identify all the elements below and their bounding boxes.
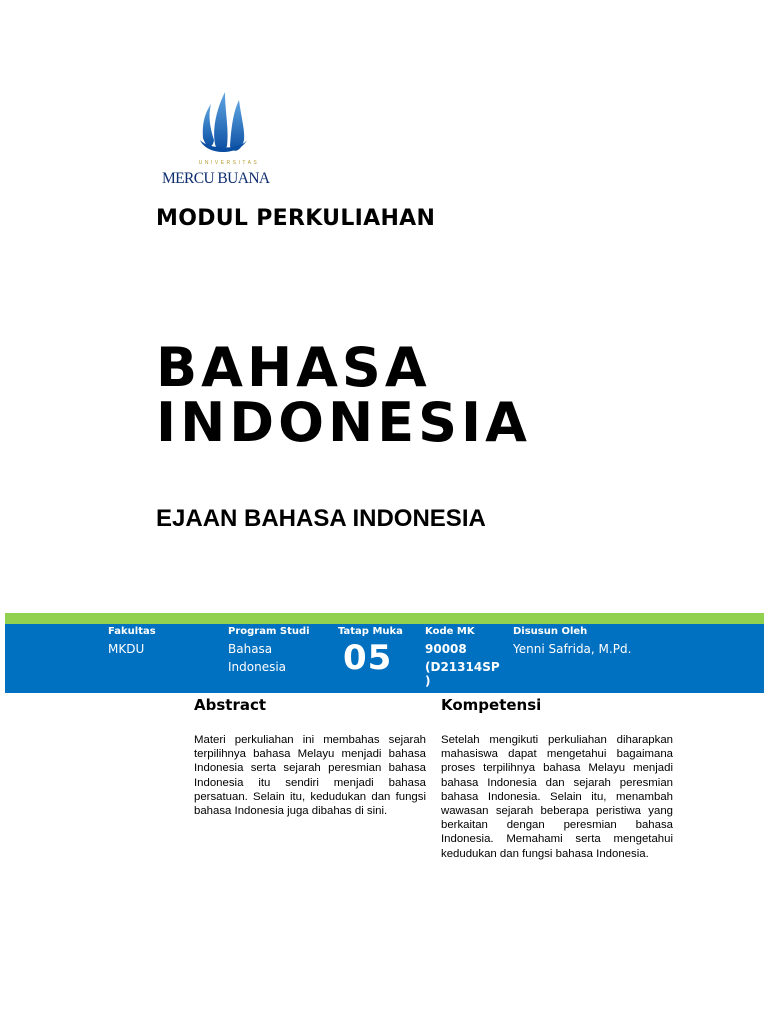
fakultas-label: Fakultas xyxy=(108,626,156,637)
fakultas-value: MKDU xyxy=(108,642,145,656)
disusun-oleh-label: Disusun Oleh xyxy=(513,626,588,637)
kode-mk-value-line1: 90008 xyxy=(425,642,467,656)
tatap-muka-value: 05 xyxy=(343,638,393,678)
abstract-text: Materi perkuliahan ini membahas sejarah terpilihnya bahasa Melayu menjadi bahasa Indonesia serta sejarah peresmian bahasa Indonesia itu sendiri menjadi bahasa persatuan. Selain itu, kedudukan dan fungsi bahasa Indonesia juga dibahas di sini. xyxy=(194,734,426,818)
module-subtitle: EJAAN BAHASA INDONESIA xyxy=(156,505,486,532)
course-title-line2: INDONESIA xyxy=(156,391,531,454)
kompetensi-heading: Kompetensi xyxy=(441,696,542,714)
info-band xyxy=(5,624,764,693)
kode-mk-label: Kode MK xyxy=(425,626,475,637)
program-studi-label: Program Studi xyxy=(228,626,310,637)
green-accent-bar xyxy=(5,613,764,624)
program-studi-value-line1: Bahasa xyxy=(228,642,273,656)
logo-university-name: MERCU BUANA xyxy=(162,170,270,187)
kompetensi-text: Setelah mengikuti perkuliahan diharapkan mahasiswa dapat mengetahui bagaimana proses terpilihnya bahasa Melayu menjadi bahasa Indonesia dan sejarah peresmian bahasa Indonesia. Selain itu, menambah wawasan sejarah beberapa peristiwa yang berkaitan dengan peresmian bahasa Indonesia. Memahami serta mengetahui kedudukan dan fungsi bahasa Indonesia. xyxy=(441,734,673,860)
abstract-heading: Abstract xyxy=(194,696,267,714)
course-title-line1: BAHASA xyxy=(156,336,431,399)
tatap-muka-label: Tatap Muka xyxy=(338,626,403,637)
logo-university-label: UNIVERSITAS xyxy=(198,160,260,166)
kode-mk-value-line3: ) xyxy=(425,674,431,688)
kode-mk-value-line2: (D21314SP xyxy=(425,660,500,674)
modul-title: MODUL PERKULIAHAN xyxy=(156,206,436,231)
kode-mk-value xyxy=(425,640,500,694)
course-title xyxy=(156,336,756,454)
university-logo xyxy=(155,88,295,193)
flame-emblem-icon xyxy=(155,88,295,163)
program-studi-value-line2: Indonesia xyxy=(228,660,287,674)
disusun-oleh-value: Yenni Safrida, M.Pd. xyxy=(513,642,632,656)
program-studi-value xyxy=(228,640,286,676)
